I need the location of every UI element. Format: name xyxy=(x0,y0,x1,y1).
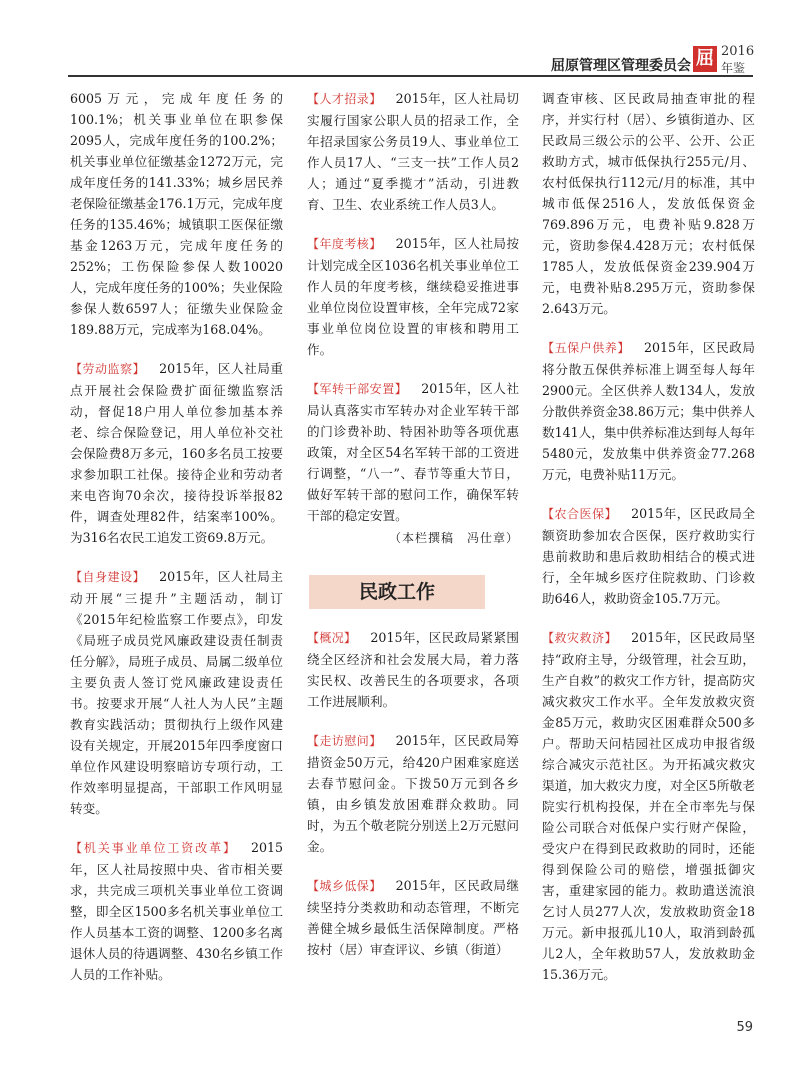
paragraph xyxy=(542,503,755,609)
paragraph xyxy=(70,358,283,548)
logo-character: 屈 xyxy=(693,46,717,72)
column-2 xyxy=(307,88,519,978)
paragraph-text: 2015年，区民政局全额资助参加农合医保，医疗救助实行患前救助和患后救助相结合的模式进行，全年城乡医疗住院救助、门诊救助646人，救助资金105.7万元。 xyxy=(542,506,755,606)
paragraph xyxy=(307,627,519,712)
section-title: 民政工作 xyxy=(358,581,435,603)
paragraph-text: 2015年，区民政局紧紧围绕全区经济和社会发展大局，着力落实民权、改善民生的各项要求，各项工作进展顺利。 xyxy=(307,630,519,709)
column-1 xyxy=(70,88,283,1003)
paragraph-text: 2015年，区民政局继续坚持分类救助和动态管理，不断完善健全城乡最低生活保障制度。严格按村（居）审查评议、乡镇（街道） xyxy=(307,878,519,957)
paragraph-text: 2015年，区民政局将分散五保供养标准上调至每人每年2900元。全区供养人数134人，发放分散供养资金38.86万元；集中供养人数141人，集中供养标准达到每人每年5480元，发放集中供养资金77.268万元，电费补贴11万元。 xyxy=(542,340,755,482)
paragraph-text: 2015年，区人社局切实履行国家公职人员的招录工作，全年招录国家公务员19人、事业单位工作人员17人、“三支一扶”工作人员2人；通过“夏季揽才”活动，引进教育、卫生、农业系统工作人员3人。 xyxy=(307,91,519,212)
section-tag: 【机关事业单位工资改革】 xyxy=(70,841,237,855)
paragraph-text: 2015年，区人社局认真落实市军转办对企业军转干部的门诊费补助、特困补助等各项优惠政策，对全区54名军转干部的工资进行调整，“八一”、春节等重大节日，做好军转干部的慰问工作，确保军转干部的稳定安置。 xyxy=(307,381,519,523)
section-tag: 【走访慰问】 xyxy=(307,734,382,748)
paragraph-text: 2015年，区人社局主动开展“三提升”主题活动，制订《2015年纪检监察工作要点》，印发《局班子成员党风廉政建设责任制责任分解》，局班子成员、局属二级单位主要负责人签订党风廉政建设责任书。按要求开展“人社人为人民”主题教育实践活动；贯彻执行上级作风建设有关规定，开展2015年四季度窗口单位作风建设明察暗访专项行动，工作效率明显提高，干部职工作风明显转变。 xyxy=(70,569,283,816)
column-3 xyxy=(542,88,755,1003)
page-number: 59 xyxy=(736,1020,753,1035)
paragraph-text: 2015年，区民政局筹措资金50万元，给420户困难家庭送去春节慰问金。下拨50万元到各乡镇，由乡镇发放困难群众救助。同时，为五个敬老院分别送上2万元慰问金。 xyxy=(307,733,519,854)
page-header xyxy=(0,0,793,82)
section-tag: 【军转干部安置】 xyxy=(307,382,408,396)
paragraph xyxy=(70,837,283,985)
paragraph xyxy=(307,378,519,526)
paragraph-text: 2015年，区人社局重点开展社会保险费扩面征缴监察活动，督促18户用人单位参加基本养老、综合保险登记，用人单位补交社会保险费8万多元，160多名员工按要求参加职工社保。接待企业和劳动者来电咨询70余次，接待投诉举报82件，调查处理82件，结案率100%。为316名农民工追发工资69.8万元。 xyxy=(70,361,283,545)
logo-word: 年鉴 xyxy=(721,61,746,75)
section-tag: 【概况】 xyxy=(307,631,357,645)
section-tag: 【人才招录】 xyxy=(307,92,382,106)
section-tag: 【救灾救济】 xyxy=(542,631,618,645)
paragraph-text: 6005万元，完成年度任务的100.1%；机关事业单位在职参保2095人，完成年度任务的100.2%；机关事业单位征缴基金1272万元，完成年度任务的141.33%；城乡居民养老保险征缴基金176.1万元，完成年度任务的135.46%；城镇职工医保征缴基金1263万元，完成年度任务的252%；工伤保险参保人数10020人，完成年度任务的100%；失业保险参保人数6597人；征缴失业保险金189.88万元，完成率为168.04%。 xyxy=(70,91,283,337)
section-tag: 【年度考核】 xyxy=(307,237,382,251)
section-tag: 【农合医保】 xyxy=(542,507,618,521)
paragraph xyxy=(70,88,283,340)
paragraph-text: 2015年，区民政局坚持“政府主导，分级管理，社会互助，生产自救”的救灾工作方针，提高防灾减灾救灾工作水平。全年发放救灾资金85万元，救助灾区困难群众500多户。帮助天问桔园社区成功申报省级综合减灾示范社区。为开拓减灾救灾渠道，加大救灾力度，对全区5所敬老院实行机构投保，并在全市率先与保险公司联合对低保户实行财产保险，受灾户在得到民政救助的同时，还能得到保险公司的赔偿，增强抵御灾害，重建家园的能力。救助遣送流浪乞讨人员277人次，发放救助资金18万元。新申报孤儿10人，取消到龄孤儿2人，全年救助57人，发放救助金15.36万元。 xyxy=(542,630,755,982)
header-rule xyxy=(68,75,753,77)
paragraph xyxy=(542,627,755,985)
section-tag: 【城乡低保】 xyxy=(307,879,382,893)
paragraph-text: 2015年，区人社局按照中央、省市相关要求，共完成三项机关事业单位工资调整，即全区1500多名机关事业单位工作人员基本工资的调整、1200多名离退休人员的待遇调整、430名乡镇工作人员的工作补贴。 xyxy=(70,840,283,982)
paragraph xyxy=(307,88,519,215)
header-organization: 屈原管理区管理委员会 xyxy=(551,58,691,74)
paragraph xyxy=(70,566,283,819)
paragraph xyxy=(307,730,519,857)
paragraph-text: 2015年，区人社局按计划完成全区1036名机关事业单位工作人员的年度考核，继续稳妥推进事业单位岗位设置审核，全年完成72家事业单位岗位设置的审核和聘用工作。 xyxy=(307,236,519,357)
paragraph xyxy=(542,337,755,485)
yearbook-logo xyxy=(693,44,753,76)
paragraph xyxy=(307,233,519,360)
logo-year: 2016 xyxy=(721,44,755,59)
section-tag: 【五保户供养】 xyxy=(542,341,630,355)
section-banner xyxy=(309,575,485,609)
section-tag: 【劳动监察】 xyxy=(70,362,146,376)
paragraph xyxy=(307,875,519,960)
byline: （本栏撰稿 冯仕章） xyxy=(388,531,519,545)
paragraph xyxy=(542,88,755,319)
paragraph-text: 调查审核、区民政局抽查审批的程序，并实行村（居）、乡镇街道办、区民政局三级公示的公平、公开、公正救助方式，城市低保执行255元/月、农村低保执行112元/月的标准，其中城市低保2516人，发放低保资金769.896万元，电费补贴9.828万元，资助参保4.428万元；农村低保1785人，发放低保资金239.904万元，电费补贴8.295万元，资助参保2.643万元。 xyxy=(542,91,755,316)
section-tag: 【自身建设】 xyxy=(70,570,146,584)
